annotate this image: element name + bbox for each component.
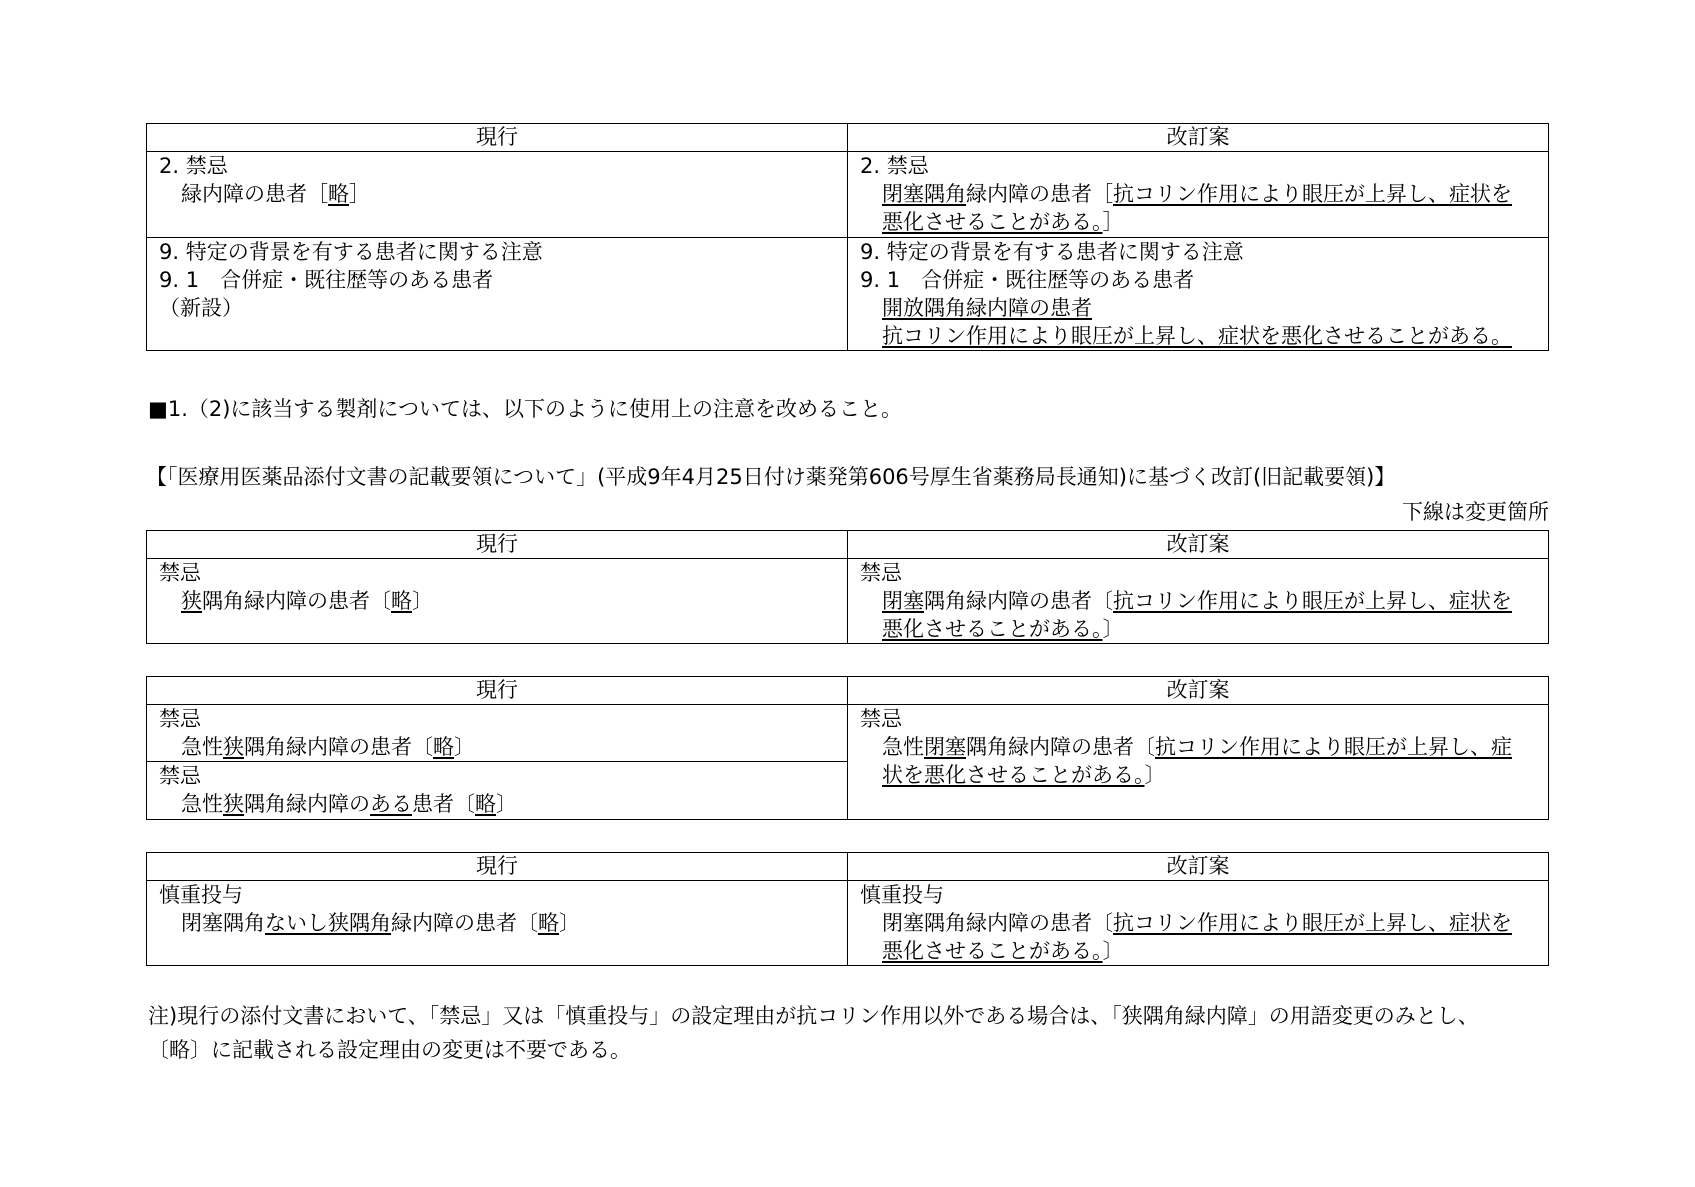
cell-current bbox=[147, 559, 848, 644]
changed-text: 閉塞隅角 bbox=[882, 182, 966, 206]
cell-line bbox=[860, 909, 1548, 937]
cell-revised bbox=[848, 559, 1549, 644]
header-revised: 改訂案 bbox=[848, 677, 1549, 705]
header-revised: 改訂案 bbox=[848, 124, 1549, 152]
intro-line: ■1.（2)に該当する製剤については、以下のように使用上の注意を改めること。 bbox=[148, 397, 903, 421]
cell-line bbox=[159, 180, 847, 208]
cell-current bbox=[147, 762, 848, 820]
text-segment: 禁忌 bbox=[159, 707, 201, 731]
text-segment: 隅角緑内障の患者〔 bbox=[966, 735, 1155, 759]
changed-text: 狭 bbox=[223, 792, 244, 816]
header-row bbox=[147, 677, 1549, 705]
text-segment: 閉塞隅角緑内障の患者〔 bbox=[882, 911, 1113, 935]
cell-line bbox=[860, 208, 1548, 236]
cell-line bbox=[159, 152, 847, 180]
table-row bbox=[147, 705, 1549, 762]
header-current: 現行 bbox=[147, 124, 848, 152]
header-row bbox=[147, 124, 1549, 152]
text-segment: 2. 禁忌 bbox=[159, 154, 228, 178]
cell-line bbox=[159, 909, 847, 937]
comparison-table bbox=[146, 676, 1549, 820]
cell-line bbox=[860, 761, 1548, 789]
cell-line bbox=[159, 733, 847, 761]
comparison-table bbox=[146, 852, 1549, 966]
cell-line bbox=[159, 705, 847, 733]
text-segment: 2. 禁忌 bbox=[860, 154, 929, 178]
changed-text: ないし狭隅角 bbox=[265, 911, 391, 935]
changed-text: 略 bbox=[538, 911, 559, 935]
text-segment: ］ bbox=[1102, 210, 1124, 234]
header-current: 現行 bbox=[147, 531, 848, 559]
header-current: 現行 bbox=[147, 853, 848, 881]
changed-text: 略 bbox=[391, 589, 412, 613]
text-segment: 禁忌 bbox=[860, 707, 902, 731]
cell-revised bbox=[848, 152, 1549, 238]
changed-text: ある bbox=[370, 792, 412, 816]
text-segment: 〕 bbox=[412, 589, 433, 613]
cell-line bbox=[159, 790, 847, 818]
text-segment: 9. 1 合併症・既往歴等のある患者 bbox=[159, 268, 494, 292]
cell-line bbox=[860, 937, 1548, 965]
text-segment: 患者〔 bbox=[412, 792, 475, 816]
comparison-table bbox=[146, 123, 1549, 351]
changed-text: 略 bbox=[328, 182, 349, 206]
footnote-line: 注)現行の添付文書において、「禁忌」又は「慎重投与」の設定理由が抗コリン作用以外である場合は、「狭隅角緑内障」の用語変更のみとし、 bbox=[148, 1004, 1479, 1028]
text-segment: 慎重投与 bbox=[860, 883, 944, 907]
changed-text: 抗コリン作用により眼圧が上昇し、症状を bbox=[1113, 182, 1512, 206]
cell-current bbox=[147, 238, 848, 351]
cell-current bbox=[147, 152, 848, 238]
table-row bbox=[147, 238, 1549, 351]
changed-text: 閉塞 bbox=[924, 735, 966, 759]
cell-line bbox=[860, 559, 1548, 587]
changed-text: 狭 bbox=[181, 589, 202, 613]
text-segment: 隅角緑内障の患者〔 bbox=[244, 735, 433, 759]
text-segment: ］ bbox=[349, 182, 370, 206]
cell-line bbox=[860, 705, 1548, 733]
text-segment: 〕 bbox=[1102, 617, 1124, 641]
cell-line bbox=[860, 733, 1548, 761]
section-title: 【「医療用医薬品添付文書の記載要領について」(平成9年4月25日付け薬発第606号厚生省薬務局長通知)に基づく改訂(旧記載要領)】 bbox=[146, 465, 1396, 489]
text-segment: 緑内障の患者〔 bbox=[391, 911, 538, 935]
text-segment: 急性 bbox=[181, 735, 223, 759]
cell-line bbox=[159, 294, 847, 322]
text-segment: 9. 特定の背景を有する患者に関する注意 bbox=[159, 240, 543, 264]
cell-line bbox=[159, 559, 847, 587]
changed-text: 抗コリン作用により眼圧が上昇し、症状を悪化させることがある。 bbox=[882, 324, 1512, 348]
text-segment: 禁忌 bbox=[860, 561, 902, 585]
cell-revised bbox=[848, 238, 1549, 351]
text-segment: 急性 bbox=[882, 735, 924, 759]
cell-line bbox=[159, 762, 847, 790]
cell-line bbox=[159, 587, 847, 615]
header-revised: 改訂案 bbox=[848, 531, 1549, 559]
text-segment: 閉塞隅角 bbox=[181, 911, 265, 935]
cell-line bbox=[860, 322, 1548, 350]
text-segment: （新設） bbox=[159, 296, 243, 320]
cell-revised bbox=[848, 881, 1549, 966]
header-row bbox=[147, 853, 1549, 881]
text-segment: 緑内障の患者［ bbox=[966, 182, 1113, 206]
underline-note: 下線は変更箇所 bbox=[1402, 500, 1549, 524]
changed-text: 抗コリン作用により眼圧が上昇し、症状を bbox=[1113, 911, 1512, 935]
changed-text: 悪化させることがある。 bbox=[882, 939, 1103, 963]
cell-line bbox=[860, 180, 1548, 208]
cell-line bbox=[860, 881, 1548, 909]
changed-text: 略 bbox=[475, 792, 496, 816]
changed-text: 悪化させることがある。 bbox=[882, 210, 1103, 234]
text-segment: 9. 特定の背景を有する患者に関する注意 bbox=[860, 240, 1244, 264]
cell-line bbox=[159, 266, 847, 294]
cell-revised bbox=[848, 705, 1549, 820]
changed-text: 狭 bbox=[223, 735, 244, 759]
text-segment: 〕 bbox=[496, 792, 517, 816]
comparison-table bbox=[146, 530, 1549, 644]
footnote-line: 〔略〕に記載される設定理由の変更は不要である。 bbox=[148, 1038, 631, 1062]
cell-line bbox=[860, 238, 1548, 266]
changed-text: 抗コリン作用により眼圧が上昇し、症状を bbox=[1113, 589, 1512, 613]
cell-line bbox=[159, 238, 847, 266]
changed-text: 閉塞 bbox=[882, 589, 924, 613]
text-segment: 〕 bbox=[1144, 763, 1166, 787]
header-row bbox=[147, 531, 1549, 559]
text-segment: 〕 bbox=[454, 735, 475, 759]
table-row bbox=[147, 881, 1549, 966]
header-current: 現行 bbox=[147, 677, 848, 705]
cell-line bbox=[860, 615, 1548, 643]
text-segment: 緑内障の患者［ bbox=[181, 182, 328, 206]
cell-current bbox=[147, 705, 848, 762]
changed-text: 略 bbox=[433, 735, 454, 759]
text-segment: 慎重投与 bbox=[159, 883, 243, 907]
text-segment: 〕 bbox=[559, 911, 580, 935]
cell-line bbox=[860, 587, 1548, 615]
text-segment: 隅角緑内障の患者〔 bbox=[924, 589, 1113, 613]
text-segment: 隅角緑内障の bbox=[244, 792, 370, 816]
cell-current bbox=[147, 881, 848, 966]
text-segment: 急性 bbox=[181, 792, 223, 816]
cell-line bbox=[860, 152, 1548, 180]
changed-text: 悪化させることがある。 bbox=[882, 617, 1103, 641]
cell-line bbox=[860, 294, 1548, 322]
table-row bbox=[147, 559, 1549, 644]
text-segment: 隅角緑内障の患者〔 bbox=[202, 589, 391, 613]
changed-text: 抗コリン作用により眼圧が上昇し、症 bbox=[1155, 735, 1512, 759]
text-segment: 禁忌 bbox=[159, 561, 201, 585]
cell-line bbox=[159, 881, 847, 909]
changed-text: 状を悪化させることがある。 bbox=[882, 763, 1145, 787]
text-segment: 〕 bbox=[1102, 939, 1124, 963]
cell-line bbox=[860, 266, 1548, 294]
text-segment: 禁忌 bbox=[159, 764, 201, 788]
changed-text: 開放隅角緑内障の患者 bbox=[882, 296, 1092, 320]
header-revised: 改訂案 bbox=[848, 853, 1549, 881]
text-segment: 9. 1 合併症・既往歴等のある患者 bbox=[860, 268, 1195, 292]
table-row bbox=[147, 152, 1549, 238]
